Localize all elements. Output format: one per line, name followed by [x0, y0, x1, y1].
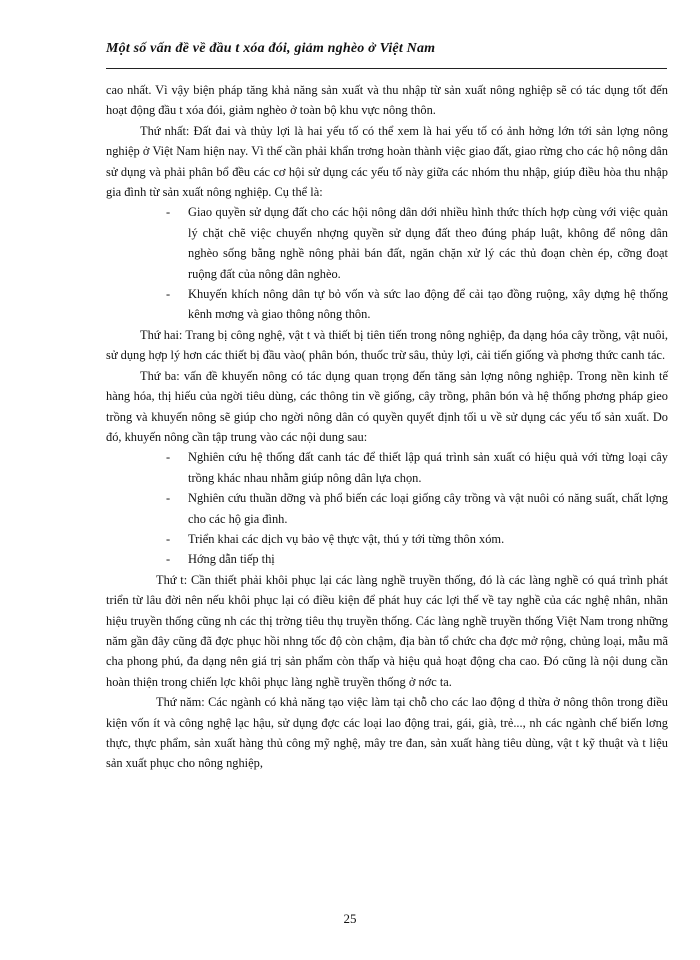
paragraph-thu-tu: Thứ t: Cần thiết phải khôi phục lại các làng nghề truyền thống, đó là các làng nghề có quá trình phát triển từ lâu đời nên nếu khôi phục lại có điều kiện để phát huy các lợi thế về tay nghề của các nghệ nhân, nhãn hiệu truyền thống cũng nh các thị trờng tiêu thụ truyền thống. Các làng nghề truyền thống Việt Nam trong những năm gần đây cũng đã đợc phục hồi nhng tốc độ còn chậm, địa bàn tổ chức cha đợc mở rộng, chủng loại, mẫu mã cha phong phú, đa dạng nên giá trị sản phẩm còn thấp và hiệu quả hoạt động cha cao. Đó cũng là nội dung cần hoàn thiện trong chiến lợc khôi phục làng nghề truyền thống ở nớc ta. [106, 572, 668, 689]
paragraph-thu-nhat: Thứ nhất: Đất đai và thủy lợi là hai yếu tố có thể xem là hai yếu tố có ảnh hởng lớn tới sản lợng nông nghiệp ở Việt Nam hiện nay. Vì thế cần phải khẩn trơng hoàn thành việc giao đất, giao rừng cho các hộ nông dân sử dụng và phải phân bổ đều các cơ hội sử dụng các yếu tố này giữa các nhóm thu nhập, giúp điều hòa thu nhập gia đình từ sản xuất nông nghiệp. Cụ thể là: [106, 123, 668, 200]
list-item-text: Giao quyền sử dụng đất cho các hội nông dân dới nhiều hình thức thích hợp cùng với việc quản lý chặt chẽ việc chuyển nhợng quyền sử dụng đất theo đúng pháp luật, không để nông dân nghèo sống bằng nghề nông phải bán đất, ngăn chặn xử lý các thủ đoạn chèn ép, cỡng đoạt ruộng đất của nông dân nghèo. [188, 205, 668, 281]
paragraph-continuation: cao nhất. Vì vậy biện pháp tăng khả năng sản xuất và thu nhập từ sản xuất nông nghiệp sẽ có tác dụng tốt đến hoạt động đầu t xóa đói, giảm nghèo ở toàn bộ khu vực nông thôn. [106, 83, 668, 118]
list-item [106, 447, 668, 488]
list-item [106, 529, 668, 549]
page-number: 25 [343, 911, 357, 926]
bullet-list-extension [106, 447, 668, 569]
header-divider [106, 68, 667, 69]
list-item-text: Nghiên cứu hệ thống đất canh tác để thiết lập quá trình sản xuất có hiệu quả với từng loại cây trồng khác nhau nhằm giúp nông dân lựa chọn. [188, 450, 668, 485]
list-item [106, 284, 668, 325]
running-header: Một số vấn đề về đầu t xóa đói, giảm nghèo ở Việt Nam [106, 41, 436, 56]
paragraph-thu-hai: Thứ hai: Trang bị công nghệ, vật t và thiết bị tiên tiến trong nông nghiệp, đa dạng hóa cây trồng, vật nuôi, sử dụng hợp lý hơn các thiết bị đầu vào( phân bón, thuốc trừ sâu, thủy lợi, cải tiến giống và phơng thức canh tác. [106, 327, 668, 363]
dash-bullet: - [166, 531, 171, 546]
paragraph-thu-nam: Thứ năm: Các ngành có khả năng tạo việc làm tại chỗ cho các lao động d thừa ở nông thôn trong điều kiện vốn ít và công nghệ lạc hậu, sử dụng đợc các loại lao động trai, gái, già, trẻ..., nh các ngành chế biến lơng thực, thực phẩm, sản xuất hàng thủ công mỹ nghệ, mây tre đan, sản xuất hàng tiêu dùng, vật t kỹ thuật và t liệu sản xuất phục cho nông nghiệp, [106, 695, 668, 771]
dash-bullet: - [166, 287, 171, 302]
list-item [106, 488, 668, 529]
paragraph-thu-ba: Thứ ba: vấn đề khuyến nông có tác dụng quan trọng đến tăng sản lợng nông nghiệp. Trong nền kinh tế hàng hóa, thị hiếu của ngời tiêu dùng, các thông tin về giống, cây trồng, phân bón và hệ thống phơng pháp gieo trồng và khuyến nông sẽ giúp cho ngời nông dân có quyền quyết định tối u về sử dụng các yếu tố sản xuất. Do đó, khuyến nông cần tập trung vào các nội dung sau: [106, 368, 668, 444]
list-item-text: Hớng dẫn tiếp thị [188, 552, 275, 567]
list-item-text: Nghiên cứu thuần dỡng và phổ biến các loại giống cây trồng và vật nuôi có năng suất, chất lợng cho các hộ gia đình. [188, 491, 668, 526]
dash-bullet: - [166, 205, 171, 220]
list-item [106, 549, 668, 569]
dash-bullet: - [166, 450, 171, 465]
dash-bullet: - [166, 552, 171, 567]
list-item-text: Khuyến khích nông dân tự bỏ vốn và sức lao động để cải tạo đồng ruộng, xây dựng hệ thống kênh mơng và giao thông nông thôn. [188, 287, 668, 322]
bullet-list-land [106, 202, 668, 324]
document-body [106, 80, 668, 774]
list-item [106, 202, 668, 284]
list-item-text: Triển khai các dịch vụ bảo vệ thực vật, thú y tới từng thôn xóm. [188, 531, 505, 546]
dash-bullet: - [166, 491, 171, 506]
